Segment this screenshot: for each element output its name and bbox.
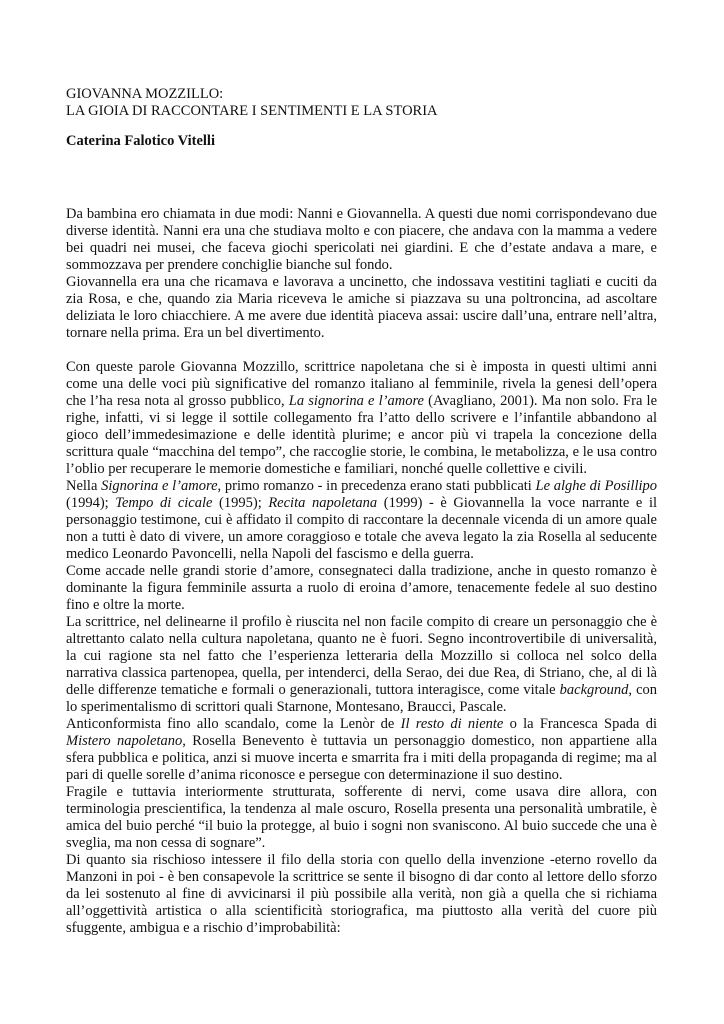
italic-book-title: Recita napoletana	[268, 495, 378, 511]
document-author: Caterina Falotico Vitelli	[66, 133, 215, 149]
italic-book-title: Tempo di cicale	[115, 495, 213, 511]
paragraph-heroine	[66, 563, 657, 614]
text-segment: Come accade nelle grandi storie d’amore, consegnateci dalla tradizione, anche in questo romanzo è dominante la figura femminile assurta a ruolo di eroina d’amore, tenacemente fedele al suo destino fino e oltre la morte.	[66, 563, 657, 613]
text-segment: , con lo sperimentalismo di scrittori quali Starnone, Montesano, Braucci, Pascale.	[66, 682, 658, 715]
paragraph-universality	[66, 614, 657, 716]
text-segment: Fragile e tuttavia interiormente strutturata, sofferente di nervi, come usava dire allora, con terminologia prescientifica, la tendenza al male oscuro, Rosella presenta una personalità umbratile, è amica del buio perché “il buio la protegge, al buio i sogni non svaniscono. Al buio succede che una è sveglia, ma non cessa di sognare”.	[66, 784, 657, 851]
paragraph-childhood-giovannella	[66, 274, 657, 342]
text-segment: Da bambina ero chiamata in due modi: Nanni e Giovannella. A questi due nomi corrispondevano due diverse identità. Nanni era una che studiava molto e con piacere, che andava con la mamma a vedere bei quadri nei musei, che faceva giochi spericolati nei giardini. E che d’estate andava a mare, e sommozzava per prendere conchiglie bianche sul fondo.	[66, 206, 657, 273]
document-title-line-1: GIOVANNA MOZZILLO:	[66, 86, 224, 102]
text-segment: , primo romanzo - in precedenza erano stati pubblicati	[217, 478, 536, 494]
paragraph-fragile-personality	[66, 784, 657, 852]
italic-book-title: Mistero napoletano	[66, 733, 183, 749]
paragraph-childhood-nanni	[66, 206, 657, 274]
text-segment: (Avagliano, 2001). Ma non solo. Fra le righe, infatti, vi si legge il sottile collegamento fra l’atto dello scrivere e l’infantile abbandono al gioco dell’immedesimazione e delle identità plurime; e ancor più vi trapela la concezione della scrittura quale “macchina del tempo”, che raccoglie storie, le combina, le metabolizza, e le usa contro l’oblio per recuperare le memorie domestiche e familiari, nonché quelle collettive e civili.	[66, 393, 658, 477]
paragraph-genesis-opera	[66, 359, 657, 478]
text-segment: La scrittrice, nel delinearne il profilo è riuscita nel non facile compito di creare un personaggio che è altrettanto calato nella cultura napoletana, quanto ne è fuori. Segno incontrovertibile di universalità, la cui ragione sta nel fatto che l’esperienza letteraria della Mozzillo si colloca nel solco della narrativa classica partenopea, quella, per intenderci, della Serao, dei due Rea, di Striano, che, al di là delle differenze tematiche e formali o generazionali, tuttora interagisce, come vitale	[66, 614, 657, 698]
text-segment: o la Francesca Spada di	[503, 716, 657, 732]
paragraph-novel-plot	[66, 478, 657, 563]
text-segment: (1994);	[66, 495, 116, 511]
document-header	[66, 86, 657, 150]
text-segment: Con queste parole Giovanna Mozzillo, scrittrice napoletana che si è imposta in questi ultimi anni come una delle voci più significative del romanzo italiano al femminile, rivela la genesi dell’opera che l’ha resa nota al grosso pubblico,	[66, 359, 657, 409]
text-segment: , Rosella Benevento è tuttavia un personaggio domestico, non appartiene alla sfera pubblica e politica, anzi si muove incerta e smarrita fra i miti della propaganda di regime; ma al pari di quelle sorelle d’anima riconosce e persegue con determinazione il suo destino.	[66, 733, 658, 783]
text-segment: Di quanto sia rischioso intessere il filo della storia con quello della invenzione -eterno rovello da Manzoni in poi - è ben consapevole la scrittrice se sente il bisogno di dar conto al lettore dello sforzo da lei sostenuto al fine di avvicinarsi il più possibile alla verità, non già a quella che si richiama all’oggettività artistica o alla scientificità storiografica, ma piuttosto alla verità del cuore più sfuggente, ambigua e a rischio d’improbabilità:	[66, 852, 657, 936]
text-segment: Anticonformista fino allo scandalo, come la Lenòr de	[66, 716, 401, 732]
document-title-line-2: LA GIOIA DI RACCONTARE I SENTIMENTI E LA STORIA	[66, 103, 438, 119]
text-segment: Nella	[66, 478, 102, 494]
text-segment: Giovannella era una che ricamava e lavorava a uncinetto, che indossava vestitini tagliati e cuciti da zia Rosa, e che, quando zia Maria riceveva le amiche si piazzava su una poltroncina, ad ascoltare deliziata le loro chiacchiere. A me avere due identità piaceva assai: uscire dall’una, entrare nell’altra, tornare nella prima. Era un bel divertimento.	[66, 274, 657, 341]
paragraph-anticonformist	[66, 716, 657, 784]
italic-book-title: Signorina e l’amore	[101, 478, 218, 494]
document-body	[66, 206, 657, 937]
document-title	[66, 86, 657, 120]
text-segment: (1999) - è Giovannella la voce narrante e il personaggio testimone, cui è affidato il compito di raccontare la decennale vicenda di un amore quale non a tutti è dato di vivere, un amore coraggioso e totale che aveva legato la zia Rosella al seducente medico Leonardo Pavoncelli, nella Napoli del fascismo e della guerra.	[66, 495, 658, 562]
italic-book-title: La signorina e l’amore	[288, 393, 424, 409]
italic-book-title: Le alghe di Posillipo	[535, 478, 658, 494]
italic-book-title: Il resto di niente	[400, 716, 504, 732]
paragraph-history-invention	[66, 852, 657, 937]
italic-book-title: background	[559, 682, 629, 698]
text-segment: (1995);	[212, 495, 269, 511]
